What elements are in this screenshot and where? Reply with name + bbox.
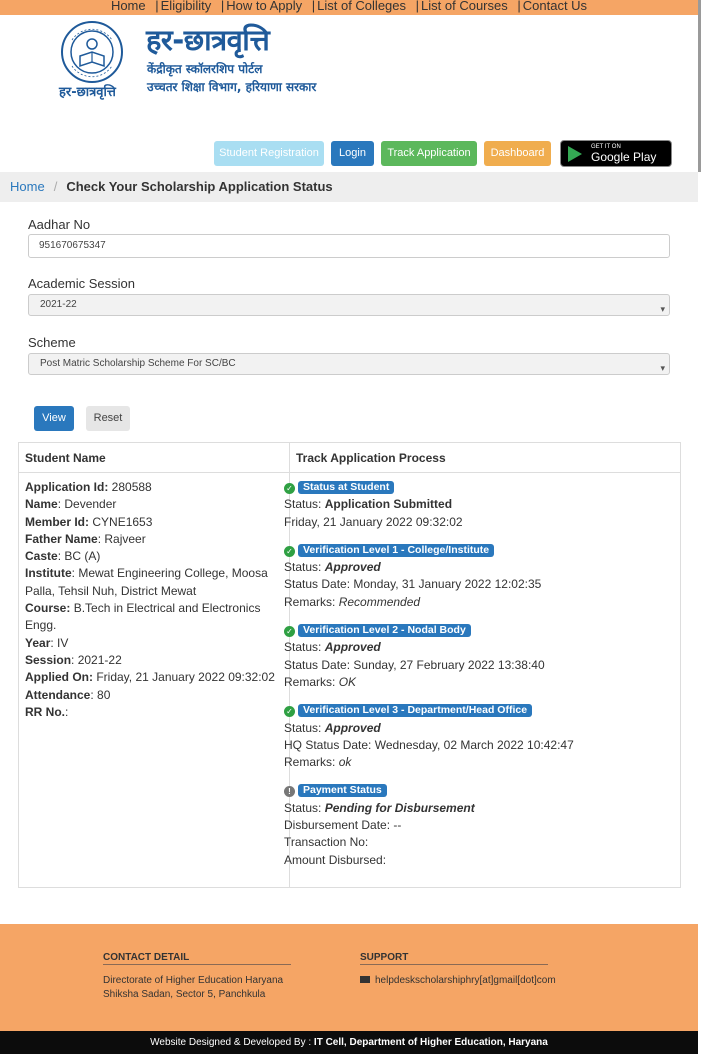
nav-contact-us[interactable]: Contact Us (522, 0, 588, 13)
scheme-label: Scheme (28, 335, 76, 350)
status-badge: Verification Level 3 - Department/Head Office (298, 704, 532, 717)
student-name-header: Student Name (25, 451, 106, 465)
step-remarks: OK (338, 674, 357, 689)
rr-no: : (65, 704, 69, 719)
amount-disbursed: Amount Disbursed: (284, 852, 387, 867)
nav-separator: | (311, 0, 316, 13)
aadhar-label: Aadhar No (28, 217, 91, 232)
site-title: हर-छात्रवृत्ति (146, 23, 270, 57)
step-remarks: ok (338, 755, 352, 770)
nav-list-of-colleges[interactable]: List of Colleges (317, 0, 407, 13)
father-name: Rajveer (104, 531, 146, 546)
nav-eligibility[interactable]: Eligibility (160, 0, 212, 13)
step-payment-status: ! Payment Status Status: Pending for Disbursement Disbursement Date: -- Transaction No: Amount Disbursed: (284, 782, 674, 868)
nav-separator: | (220, 0, 225, 13)
step-status: Pending for Disbursement (324, 800, 475, 815)
applied-on: Friday, 21 January 2022 09:32:02 (96, 670, 275, 685)
info-circle-icon: ! (284, 786, 295, 797)
logo-caption: हर-छात्रवृत्ति (59, 85, 116, 100)
breadcrumb-home-link[interactable]: Home (10, 179, 45, 194)
check-circle-icon: ✓ (284, 706, 295, 717)
student-details: Application Id: 280588 Name: Devender Member Id: CYNE1653 Father Name: Rajveer Caste: BC (A) Institute: Mewat Engineering College, Moosa Palla, Tehsil Nuh, District Mewat Course: B.Tech in Electrical and Electronics Engg. Year: IV Session: 2021-22 Applied On: Friday, 21 January 2022 09:32:02 Attendance: 80 RR No.: (25, 480, 275, 719)
nav-how-to-apply[interactable]: How to Apply (226, 0, 303, 13)
contact-heading: CONTACT DETAIL (103, 952, 190, 963)
chevron-down-icon: ▾ (660, 304, 665, 314)
check-circle-icon: ✓ (284, 626, 295, 637)
check-circle-icon: ✓ (284, 546, 295, 557)
dashboard-button[interactable]: Dashboard (484, 141, 551, 166)
nav-home[interactable]: Home (110, 0, 146, 13)
aadhar-input[interactable]: 951670675347 (28, 234, 670, 258)
support-heading: SUPPORT (360, 952, 409, 963)
google-play-icon (568, 146, 582, 162)
session: 2021-22 (77, 652, 122, 667)
breadcrumb (0, 172, 698, 202)
play-big-text: Google Play (591, 150, 657, 164)
academic-session-label: Academic Session (28, 276, 135, 291)
divider (360, 964, 548, 965)
academic-session-select[interactable] (28, 294, 670, 316)
contact-address-line1: Directorate of Higher Education Haryana (103, 975, 284, 986)
step-date: Wednesday, 02 March 2022 10:42:47 (374, 737, 574, 752)
contact-address-line2: Shiksha Sadan, Sector 5, Panchkula (103, 989, 266, 1000)
credits-bar (0, 1031, 698, 1054)
check-circle-icon: ✓ (284, 483, 295, 494)
caste: BC (A) (64, 549, 101, 564)
table-header (19, 443, 680, 473)
breadcrumb-separator: / (53, 179, 58, 194)
view-button[interactable]: View (34, 406, 74, 431)
step-status: Approved (324, 720, 381, 735)
step-status: Application Submitted (324, 497, 453, 512)
footer (0, 924, 698, 1031)
nav-separator: | (415, 0, 420, 13)
track-process-header: Track Application Process (296, 451, 446, 465)
step-date: Monday, 31 January 2022 12:02:35 (353, 577, 542, 592)
credit-prefix: Website Designed & Developed By : (150, 1037, 312, 1048)
step-date: Sunday, 27 February 2022 13:38:40 (353, 657, 545, 672)
step-remarks: Recommended (338, 594, 421, 609)
google-play-button[interactable] (560, 140, 672, 167)
divider (103, 964, 291, 965)
envelope-icon (360, 976, 370, 983)
login-button[interactable]: Login (331, 141, 374, 166)
status-badge: Payment Status (298, 784, 387, 797)
page-title: Check Your Scholarship Application Status (66, 179, 333, 194)
application-status-table (18, 442, 681, 888)
application-id: 280588 (111, 480, 152, 494)
year: IV (57, 635, 69, 650)
play-small-text: GET IT ON (591, 144, 621, 150)
academic-session-value: 2021-22 (40, 299, 77, 310)
support-email-text: helpdeskscholarshiphry[at]gmail[dot]com (375, 975, 556, 986)
disbursement-date: -- (393, 818, 402, 833)
chevron-down-icon: ▾ (660, 363, 665, 373)
step-verification-level-3: ✓ Verification Level 3 - Department/Head Office Status: Approved HQ Status Date: Wednesday, 02 March 2022 10:42:47 Remarks: ok (284, 704, 574, 770)
credit-owner: IT Cell, Department of Higher Education, Haryana (313, 1037, 548, 1048)
step-status-at-student: ✓ Status at Student Status: Application Submitted Friday, 21 January 2022 09:32:02 (284, 479, 674, 531)
attendance: 80 (97, 687, 111, 702)
page-edge-rule (698, 0, 701, 172)
track-process (284, 479, 674, 869)
member-id: CYNE1653 (92, 514, 153, 529)
nav-list-of-courses[interactable]: List of Courses (421, 0, 508, 13)
scheme-select[interactable] (28, 353, 670, 375)
site-subtitle: केंद्रीकृत स्कॉलरशिप पोर्टल (147, 62, 263, 76)
step-verification-level-2: ✓ Verification Level 2 - Nodal Body Status: Approved Status Date: Sunday, 27 February 2022 13:38:40 Remarks: OK (284, 624, 545, 689)
step-verification-level-1: ✓ Verification Level 1 - College/Institute Status: Approved Status Date: Monday, 31 January 2022 12:02:35 Remarks: Recommended (284, 543, 542, 609)
status-badge: Status at Student (298, 481, 394, 494)
status-badge: Verification Level 2 - Nodal Body (298, 624, 471, 637)
course: B.Tech in Electrical and Electronics Engg. (25, 601, 261, 633)
student-name: Devender (64, 497, 117, 512)
status-badge: Verification Level 1 - College/Institute (298, 544, 494, 557)
track-application-button[interactable]: Track Application (381, 141, 477, 166)
institute: Mewat Engineering College, Moosa Palla, Tehsil Nuh, District Mewat (25, 566, 268, 598)
top-nav (0, 0, 698, 15)
support-email[interactable] (360, 975, 556, 986)
step-status: Approved (324, 640, 381, 655)
nav-separator: | (517, 0, 521, 13)
reset-button[interactable]: Reset (86, 406, 130, 431)
scheme-value: Post Matric Scholarship Scheme For SC/BC (40, 358, 236, 369)
step-date: Friday, 21 January 2022 09:32:02 (284, 514, 463, 529)
step-status: Approved (324, 560, 381, 575)
nav-separator: | (155, 0, 159, 13)
transaction-no: Transaction No: (284, 835, 369, 850)
site-department: उच्चतर शिक्षा विभाग, हरियाणा सरकार (147, 80, 317, 94)
student-registration-button[interactable]: Student Registration (214, 141, 324, 166)
